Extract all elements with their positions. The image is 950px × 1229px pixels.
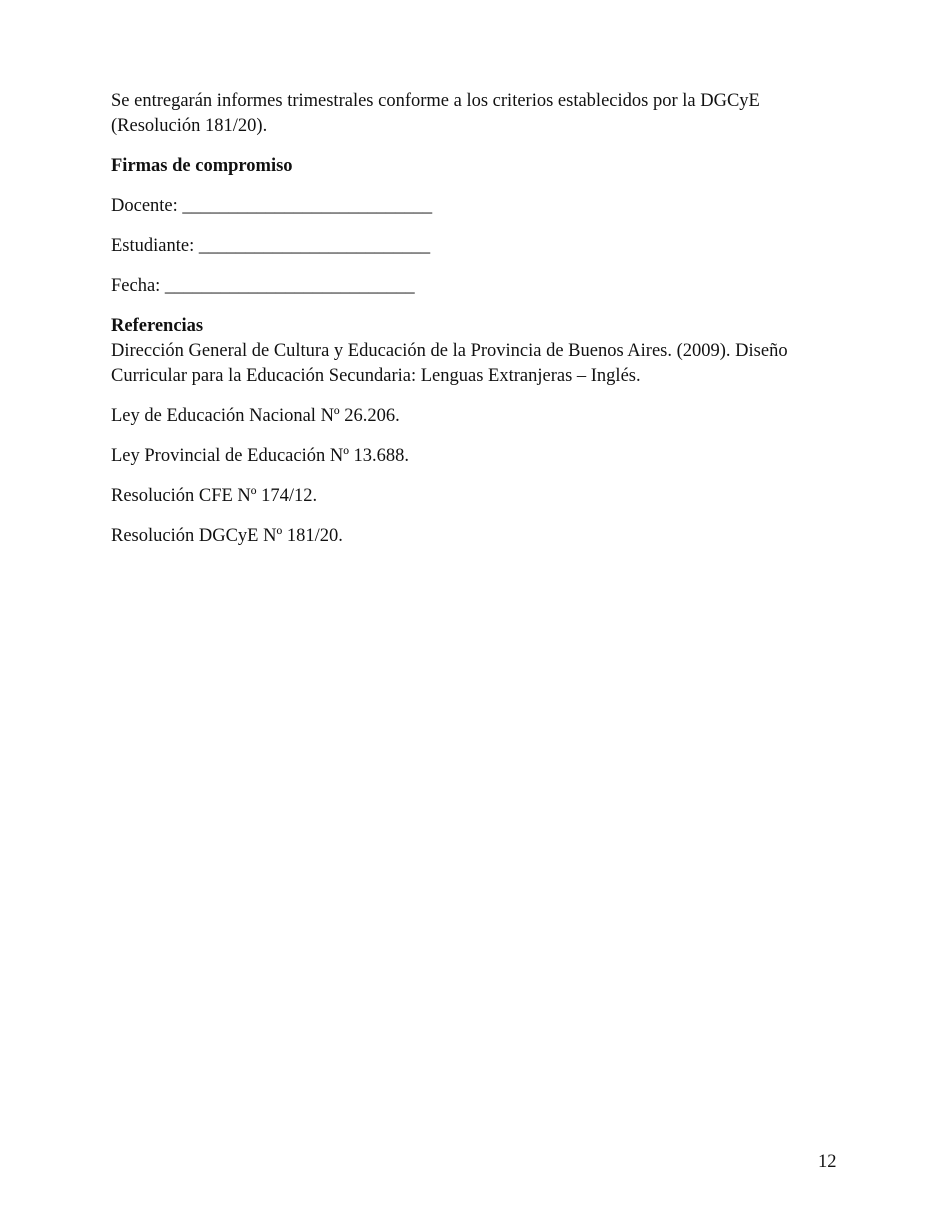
signature-fecha-line: Fecha: ___________________________ — [111, 276, 415, 296]
page-number: 12 — [818, 1152, 837, 1172]
signatures-heading: Firmas de compromiso — [111, 156, 293, 176]
reference-item-line: Curricular para la Educación Secundaria: Lenguas Extranjeras – Inglés. — [111, 366, 641, 386]
intro-paragraph-line-1: Se entregarán informes trimestrales conforme a los criterios establecidos por la DGCyE — [111, 91, 760, 111]
references-heading: Referencias — [111, 316, 204, 336]
signature-estudiante-line: Estudiante: _________________________ — [111, 236, 431, 256]
reference-item-line: Resolución CFE Nº 174/12. — [111, 486, 318, 506]
reference-item-line: Ley Provincial de Educación Nº 13.688. — [111, 446, 410, 466]
reference-item-line: Dirección General de Cultura y Educación de la Provincia de Buenos Aires. (2009). Diseño — [111, 341, 788, 361]
reference-item-line: Resolución DGCyE Nº 181/20. — [111, 526, 343, 546]
signature-docente-line: Docente: ___________________________ — [111, 196, 433, 216]
intro-paragraph-line-2: (Resolución 181/20). — [111, 116, 268, 136]
reference-item-line: Ley de Educación Nacional Nº 26.206. — [111, 406, 400, 426]
